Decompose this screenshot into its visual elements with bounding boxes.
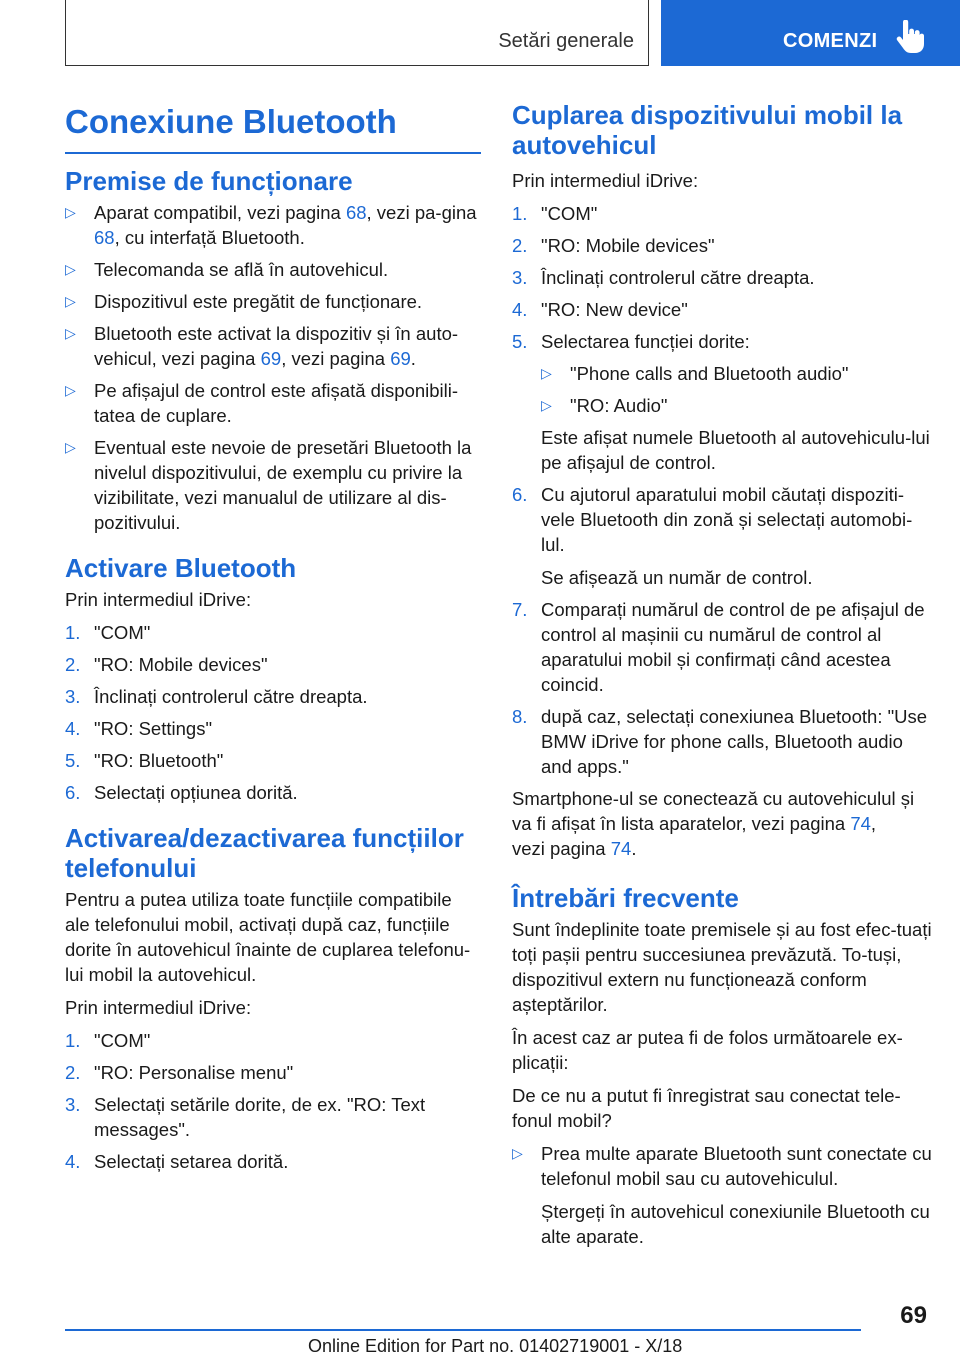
list-item: ▷ "Phone calls and Bluetooth audio" — [541, 361, 932, 386]
intro-text: Prin intermediul iDrive: — [65, 996, 252, 1018]
list-item: ▷ Dispozitivul este pregătit de funcționare. — [65, 289, 481, 314]
body-text: Sunt îndeplinite toate premisele și au fost efec-tuați toți pașii pentru succesiunea prevăzută. To-tuși, dispozitivul extern nu funcționează conform așteptărilor. — [512, 919, 932, 1015]
list-item: 4. "RO: New device" — [512, 299, 688, 320]
footer-edition: Online Edition for Part no. 01402719001 - X/18 — [308, 1336, 683, 1356]
body-text: De ce nu a putut fi înregistrat sau conectat tele-fonul mobil? — [512, 1085, 901, 1131]
list-item: 3. Selectați setările dorite, de ex. "RO: Text messages". — [65, 1093, 426, 1140]
page-link[interactable]: 69 — [390, 347, 411, 369]
page-link[interactable]: 74 — [610, 838, 632, 859]
function-options-list — [541, 361, 932, 418]
section-heading-faq: Întrebări frecvente — [512, 883, 739, 913]
section-heading-phone-functions: Activarea/dezactivarea funcțiilor telefonului — [65, 822, 464, 883]
list-item: 3. Înclinați controlerul către dreapta. — [65, 685, 368, 707]
list-item: ▷ Pe afișajul de control este afișată disponibili-tatea de cuplare. — [65, 378, 481, 428]
list-item: 7. Comparați numărul de control de pe afișajul de control al mașinii cu numărul de control al aparatului mobil și confirmați când acestea coincid. — [512, 599, 925, 695]
intro-text: Prin intermediul iDrive: — [65, 588, 252, 610]
section-heading-pairing: Cuplarea dispozitivului mobil la autovehicul — [512, 100, 903, 160]
header-section-title: Setări generale — [498, 30, 634, 52]
list-item: 1. "COM" — [65, 1029, 151, 1051]
step-note: Este afișat numele Bluetooth al autovehiculu-lui pe afișajul de control. — [541, 427, 930, 473]
hand-pointer-icon — [894, 20, 924, 54]
list-item: 2. "RO: Mobile devices" — [65, 653, 268, 675]
page-link[interactable]: 68 — [345, 201, 367, 223]
list-item: ▷ Eventual este nevoie de presetări Bluetooth la nivelul dispozitivului, de exemplu cu privire la vizibilitate, vezi manualul de utilizare al dis-pozitivului. — [65, 435, 481, 535]
list-item: 1. "COM" — [65, 621, 151, 643]
list-item: ▷ Bluetooth este activat la dispozitiv și în auto-vehicul, vezi pagina 69, vezi pagina 69. — [65, 321, 481, 371]
header-chapter-box — [661, 0, 960, 66]
list-item: 5. "RO: Bluetooth" — [65, 749, 224, 771]
left-column — [65, 100, 481, 1181]
item-note: Ștergeți în autovehicul conexiunile Bluetooth cu alte aparate. — [541, 1201, 930, 1247]
prerequisites-list — [65, 200, 481, 535]
list-item: 2. "RO: Mobile devices" — [512, 235, 715, 256]
page-link[interactable]: 74 — [850, 813, 871, 834]
pairing-steps-list — [512, 201, 932, 779]
header-chapter-title: COMENZI — [783, 30, 878, 52]
steps-list — [65, 1028, 481, 1174]
page-number: 69 — [900, 1302, 927, 1329]
right-column — [512, 100, 932, 1256]
list-item: 4. Selectați setarea dorită. — [65, 1150, 289, 1172]
list-item: 6. Cu ajutorul aparatului mobil căutați dispoziti-vele Bluetooth din zonă și selectați automobi-lul. Se afișează un număr de control. — [512, 482, 932, 590]
section-heading-activate-bluetooth: Activare Bluetooth — [65, 552, 297, 583]
step-note: Se afișează un număr de control. — [541, 567, 813, 588]
title-divider — [65, 152, 481, 154]
list-item: 6. Selectați opțiunea dorită. — [65, 781, 298, 803]
page-title: Conexiune Bluetooth — [65, 103, 397, 140]
intro-text: Prin intermediul iDrive: — [512, 170, 699, 191]
steps-list — [65, 620, 481, 805]
list-item: ▷ Telecomanda se află în autovehicul. — [65, 257, 481, 282]
list-item: 8. după caz, selectați conexiunea Bluetooth: "Use BMW iDrive for phone calls, Bluetooth audio and apps." — [512, 706, 928, 777]
faq-list — [512, 1141, 932, 1249]
list-item: ▷ "RO: Audio" — [541, 393, 932, 418]
list-item: ▷ Prea multe aparate Bluetooth sunt conectate cu telefonul mobil sau cu autovehiculul. Ștergeți în autovehicul conexiunile Bluetooth cu alte aparate. — [512, 1141, 932, 1249]
section-heading-prerequisites: Premise de funcționare — [65, 165, 353, 196]
list-item: ▷ Aparat compatibil, vezi pagina 68, vezi pa-gina 68, cu interfață Bluetooth. — [65, 200, 481, 250]
list-item: 5. Selectarea funcției dorite: ▷ "Phone calls and Bluetooth audio" ▷ "RO: Audio" Este afișat numele Bluetooth al autovehiculu-lui pe afișajul de control. — [512, 329, 932, 475]
page-link[interactable]: 68 — [94, 226, 115, 248]
list-item: 2. "RO: Personalise menu" — [65, 1061, 294, 1083]
body-text: Smartphone-ul se conectează cu autovehiculul și va fi afișat în lista aparatelor, vezi pagina 74, vezi pagina 74. — [512, 788, 915, 859]
body-text: În acest caz ar putea fi de folos următoarele ex-plicații: — [512, 1027, 903, 1073]
list-item: 3. Înclinați controlerul către dreapta. — [512, 267, 815, 288]
page-link[interactable]: 69 — [260, 347, 282, 369]
header-section-box — [65, 0, 649, 66]
body-text: Pentru a putea utiliza toate funcțiile compatibile ale telefonului mobil, activați după caz, funcțiile dorite în autovehicul înainte de cuplarea telefonu-lui mobil la autovehicul. — [65, 888, 471, 985]
list-item: 1. "COM" — [512, 203, 598, 224]
list-item: 4. "RO: Settings" — [65, 717, 213, 739]
footer-divider — [65, 1329, 861, 1331]
